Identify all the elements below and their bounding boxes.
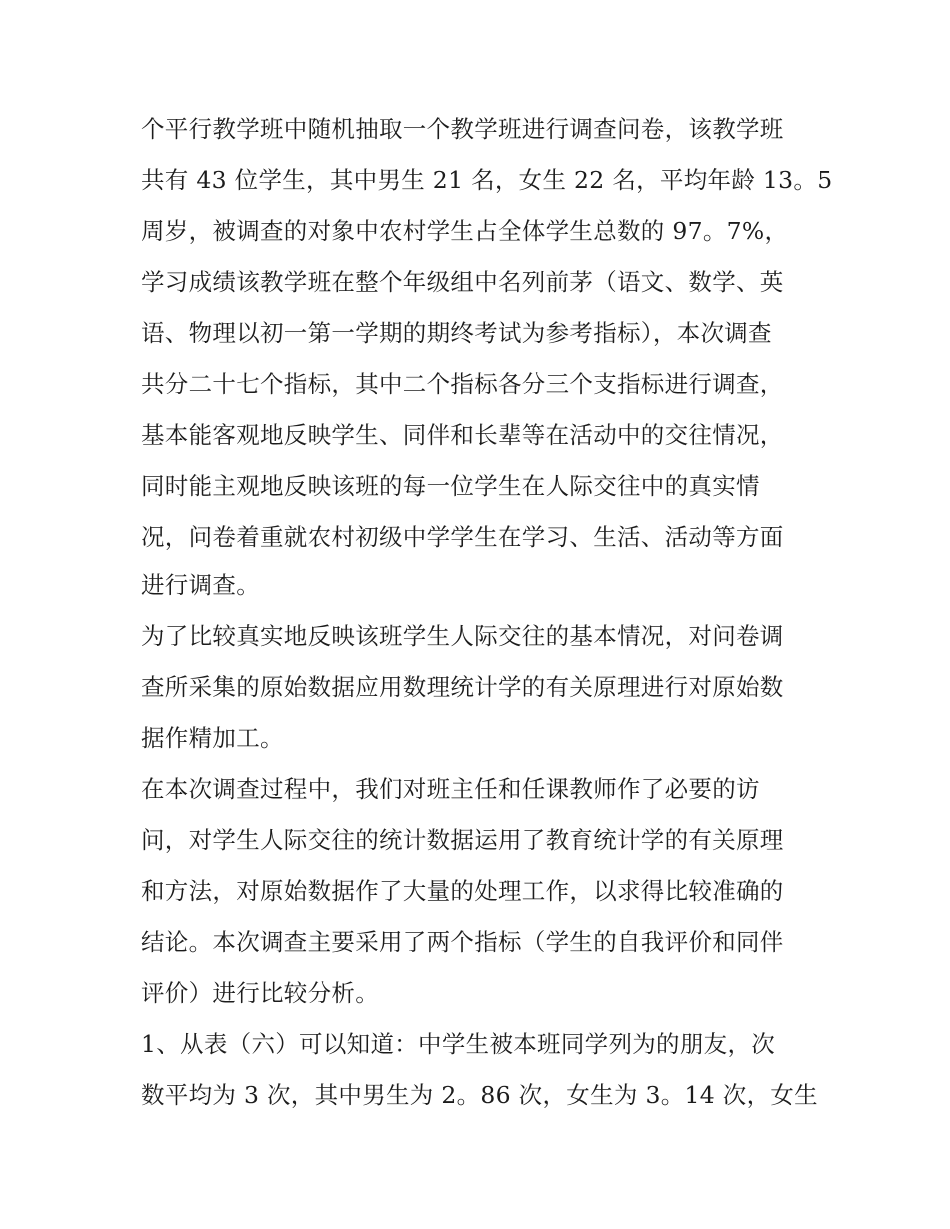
text-line: 周岁，被调查的对象中农村学生占全体学生总数的 97。7%， bbox=[141, 217, 789, 245]
text-line: 进行调查。 bbox=[141, 571, 260, 599]
text-line: 1、从表（六）可以知道：中学生被本班同学列为的朋友，次 bbox=[141, 1030, 776, 1058]
text-line: 学习成绩该教学班在整个年级组中名列前茅（语文、数学、英 bbox=[141, 268, 784, 296]
text-line: 和方法，对原始数据作了大量的处理工作，以求得比较准确的 bbox=[141, 877, 784, 905]
text-line: 同时能主观地反映该班的每一位学生在人际交往中的真实情 bbox=[141, 472, 760, 500]
text-line: 基本能客观地反映学生、同伴和长辈等在活动中的交往情况， bbox=[141, 421, 784, 449]
text-line: 况，问卷着重就农村初级中学学生在学习、生活、活动等方面 bbox=[141, 523, 784, 551]
text-line: 共分二十七个指标，其中二个指标各分三个支指标进行调查， bbox=[141, 370, 784, 398]
text-line: 个平行教学班中随机抽取一个教学班进行调查问卷，该教学班 bbox=[141, 115, 784, 143]
text-line: 评价）进行比较分析。 bbox=[141, 979, 379, 1007]
text-line: 为了比较真实地反映该班学生人际交往的基本情况，对问卷调 bbox=[141, 622, 784, 650]
text-line: 数平均为 3 次，其中男生为 2。86 次，女生为 3。14 次，女生 bbox=[141, 1081, 818, 1109]
text-line: 共有 43 位学生，其中男生 21 名，女生 22 名，平均年龄 13。5 bbox=[141, 166, 833, 194]
text-line: 结论。本次调查主要采用了两个指标（学生的自我评价和同伴 bbox=[141, 928, 784, 956]
text-line: 在本次调查过程中，我们对班主任和任课教师作了必要的访 bbox=[141, 775, 760, 803]
text-line: 语、物理以初一第一学期的期终考试为参考指标），本次调查 bbox=[141, 319, 772, 347]
text-line: 问，对学生人际交往的统计数据运用了教育统计学的有关原理 bbox=[141, 826, 784, 854]
text-line: 查所采集的原始数据应用数理统计学的有关原理进行对原始数 bbox=[141, 673, 784, 701]
text-line: 据作精加工。 bbox=[141, 724, 284, 752]
